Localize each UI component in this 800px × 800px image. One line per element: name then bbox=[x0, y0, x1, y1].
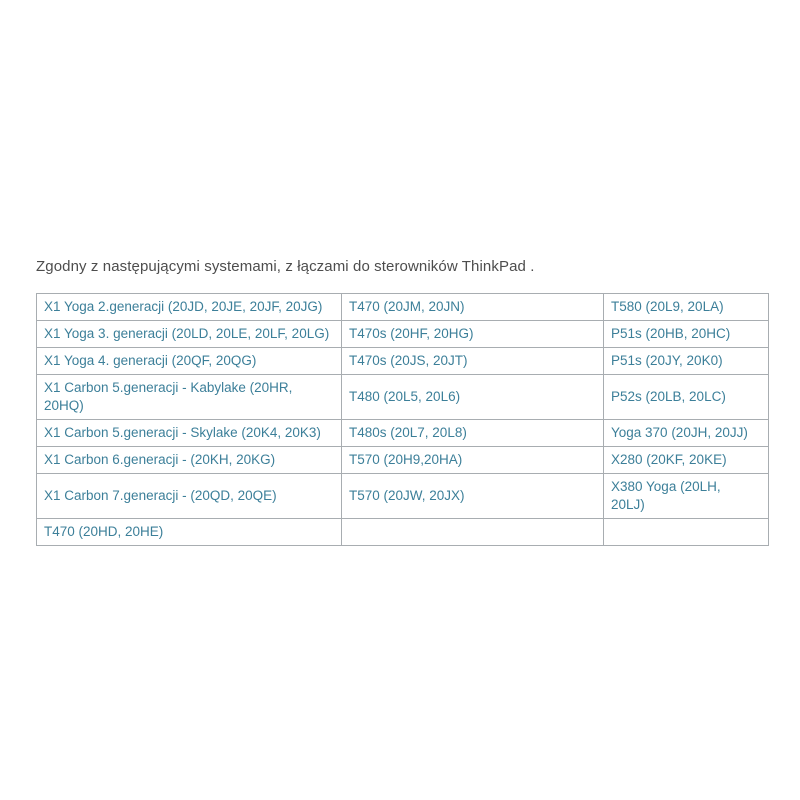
table-cell bbox=[37, 519, 342, 546]
table-cell bbox=[37, 294, 342, 321]
model-driver-link[interactable]: T570 (20JW, 20JX) bbox=[349, 488, 465, 503]
model-driver-link[interactable]: P51s (20JY, 20K0) bbox=[611, 353, 723, 368]
table-cell bbox=[604, 474, 769, 519]
model-driver-link[interactable]: T570 (20H9,20HA) bbox=[349, 452, 463, 467]
model-driver-link[interactable]: T470 (20HD, 20HE) bbox=[44, 524, 164, 539]
table-cell bbox=[342, 519, 604, 546]
model-driver-link[interactable]: T470 (20JM, 20JN) bbox=[349, 299, 465, 314]
model-driver-link[interactable]: T580 (20L9, 20LA) bbox=[611, 299, 724, 314]
model-driver-link[interactable]: X380 Yoga (20LH, 20LJ) bbox=[611, 479, 721, 512]
model-driver-link[interactable]: T480s (20L7, 20L8) bbox=[349, 425, 467, 440]
table-row bbox=[37, 348, 769, 375]
model-driver-link[interactable]: X1 Carbon 5.generacji - Skylake (20K4, 20K3) bbox=[44, 425, 321, 440]
table-cell bbox=[342, 420, 604, 447]
compatibility-section bbox=[36, 257, 768, 546]
table-cell bbox=[342, 474, 604, 519]
table-row bbox=[37, 474, 769, 519]
table-row bbox=[37, 519, 769, 546]
table-row bbox=[37, 447, 769, 474]
table-row bbox=[37, 375, 769, 420]
table-cell bbox=[37, 321, 342, 348]
model-driver-link[interactable]: T470s (20HF, 20HG) bbox=[349, 326, 474, 341]
table-cell bbox=[604, 294, 769, 321]
model-driver-link[interactable]: X1 Yoga 3. generacji (20LD, 20LE, 20LF, 20LG) bbox=[44, 326, 330, 341]
table-cell bbox=[37, 420, 342, 447]
table-cell bbox=[604, 447, 769, 474]
model-driver-link[interactable]: X1 Carbon 7.generacji - (20QD, 20QE) bbox=[44, 488, 277, 503]
table-row bbox=[37, 321, 769, 348]
model-driver-link[interactable]: P52s (20LB, 20LC) bbox=[611, 389, 726, 404]
model-driver-link[interactable]: X1 Carbon 6.generacji - (20KH, 20KG) bbox=[44, 452, 276, 467]
table-cell bbox=[604, 420, 769, 447]
model-driver-link[interactable]: X280 (20KF, 20KE) bbox=[611, 452, 727, 467]
table-row bbox=[37, 420, 769, 447]
table-cell bbox=[37, 474, 342, 519]
table-cell bbox=[604, 519, 769, 546]
compatibility-table bbox=[36, 293, 769, 546]
table-cell bbox=[604, 348, 769, 375]
model-driver-link[interactable]: X1 Yoga 4. generacji (20QF, 20QG) bbox=[44, 353, 257, 368]
table-cell bbox=[37, 375, 342, 420]
table-cell bbox=[342, 321, 604, 348]
table-cell bbox=[342, 348, 604, 375]
intro-text: Zgodny z następującymi systemami, z łączami do sterowników ThinkPad . bbox=[36, 258, 535, 275]
table-cell bbox=[604, 321, 769, 348]
table-cell bbox=[37, 447, 342, 474]
model-driver-link[interactable]: P51s (20HB, 20HC) bbox=[611, 326, 731, 341]
table-cell bbox=[604, 375, 769, 420]
table-cell bbox=[342, 447, 604, 474]
model-driver-link[interactable]: X1 Carbon 5.generacji - Kabylake (20HR, 20HQ) bbox=[44, 380, 293, 413]
model-driver-link[interactable]: T480 (20L5, 20L6) bbox=[349, 389, 461, 404]
table-cell bbox=[342, 294, 604, 321]
table-cell bbox=[342, 375, 604, 420]
model-driver-link[interactable]: X1 Yoga 2.generacji (20JD, 20JE, 20JF, 20JG) bbox=[44, 299, 323, 314]
table-cell bbox=[37, 348, 342, 375]
model-driver-link[interactable]: T470s (20JS, 20JT) bbox=[349, 353, 468, 368]
table-row bbox=[37, 294, 769, 321]
model-driver-link[interactable]: Yoga 370 (20JH, 20JJ) bbox=[611, 425, 748, 440]
